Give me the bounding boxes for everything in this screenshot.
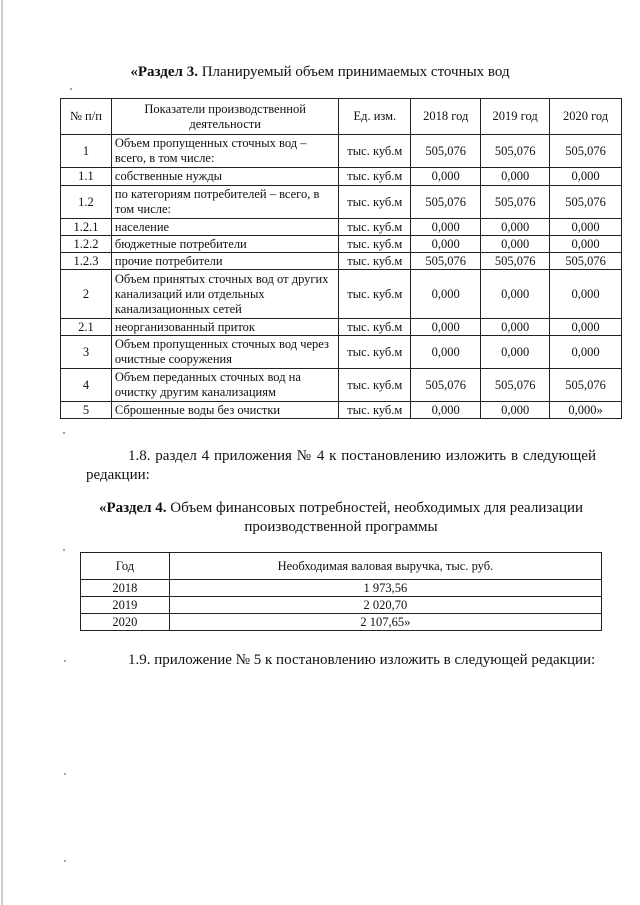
- header-revenue: Необходимая валовая выручка, тыс. руб.: [169, 553, 601, 580]
- row-unit: тыс. куб.м: [339, 319, 411, 336]
- section-4-title-text: Объем финансовых потребностей, необходимых для реализации производственной программы: [166, 500, 584, 535]
- row-2018: 0,000: [411, 219, 481, 236]
- table-row: [61, 186, 622, 219]
- row-2019: 505,076: [481, 369, 550, 402]
- row-num: 1.2.3: [61, 253, 112, 270]
- row-2019: 0,000: [481, 336, 550, 369]
- row-2018: 0,000: [411, 236, 481, 253]
- table-row: [61, 369, 622, 402]
- row-name: Объем пропущенных сточных вод через очистные сооружения: [111, 336, 338, 369]
- section-3-title: [0, 64, 640, 81]
- header-2019: 2019 год: [481, 99, 550, 135]
- row-2018: 0,000: [411, 402, 481, 419]
- row-2020: 505,076: [550, 186, 622, 219]
- row-2020: 0,000: [550, 270, 622, 319]
- row-2020: 505,076: [550, 135, 622, 168]
- row-2020: 0,000: [550, 168, 622, 186]
- row-2018: 505,076: [411, 369, 481, 402]
- row-2019: 0,000: [481, 402, 550, 419]
- row-2018: 0,000: [411, 319, 481, 336]
- row-name: прочие потребители: [111, 253, 338, 270]
- section-3-title-text: Планируемый объем принимаемых сточных вод: [197, 64, 510, 80]
- row-unit: тыс. куб.м: [339, 369, 411, 402]
- row-unit: тыс. куб.м: [339, 219, 411, 236]
- row-num: 2.1: [61, 319, 112, 336]
- row-2020: 0,000: [550, 336, 622, 369]
- row-2018: 0,000: [411, 168, 481, 186]
- table-row: [81, 580, 602, 597]
- row-2019: 0,000: [481, 319, 550, 336]
- row-2020: 505,076: [550, 253, 622, 270]
- row-num: 1.2.2: [61, 236, 112, 253]
- row-unit: тыс. куб.м: [339, 186, 411, 219]
- row-name: Сброшенные воды без очистки: [111, 402, 338, 419]
- header-year: Год: [81, 553, 170, 580]
- table-row: [61, 336, 622, 369]
- table-row: [61, 135, 622, 168]
- section-4-title: [86, 499, 596, 537]
- row-name: бюджетные потребители: [111, 236, 338, 253]
- scan-speck: [63, 549, 65, 551]
- table-row: [61, 219, 622, 236]
- row-unit: тыс. куб.м: [339, 402, 411, 419]
- row-2020: 505,076: [550, 369, 622, 402]
- row-2019: 0,000: [481, 168, 550, 186]
- scan-speck: [64, 773, 66, 775]
- row-name: Объем переданных сточных вод на очистку другим канализациям: [111, 369, 338, 402]
- row-revenue: 2 107,65»: [169, 614, 601, 631]
- header-num: № п/п: [61, 99, 112, 135]
- table-row: [61, 253, 622, 270]
- row-2018: 505,076: [411, 135, 481, 168]
- row-unit: тыс. куб.м: [339, 253, 411, 270]
- row-unit: тыс. куб.м: [339, 236, 411, 253]
- row-2019: 505,076: [481, 186, 550, 219]
- paragraph-1-8-text: 1.8. раздел 4 приложения № 4 к постановлению изложить в следующей редакции:: [86, 448, 596, 483]
- row-2018: 505,076: [411, 186, 481, 219]
- row-year: 2018: [81, 580, 170, 597]
- row-num: 1.1: [61, 168, 112, 186]
- scan-speck: [64, 860, 66, 862]
- row-2020: 0,000: [550, 319, 622, 336]
- row-2020: 0,000»: [550, 402, 622, 419]
- row-year: 2019: [81, 597, 170, 614]
- table-row: [61, 168, 622, 186]
- header-unit: Ед. изм.: [339, 99, 411, 135]
- row-2018: 0,000: [411, 336, 481, 369]
- row-unit: тыс. куб.м: [339, 168, 411, 186]
- row-2019: 0,000: [481, 219, 550, 236]
- row-num: 1.2: [61, 186, 112, 219]
- table-row: [61, 236, 622, 253]
- paragraph-1-9-text: 1.9. приложение № 5 к постановлению изложить в следующей редакции:: [128, 652, 596, 668]
- table-header-row: [81, 553, 602, 580]
- row-name: по категориям потребителей – всего, в том числе:: [111, 186, 338, 219]
- scan-speck: [63, 432, 65, 434]
- row-name: собственные нужды: [111, 168, 338, 186]
- row-2018: 0,000: [411, 270, 481, 319]
- row-name: Объем принятых сточных вод от других канализаций или отдельных канализационных сетей: [111, 270, 338, 319]
- header-2018: 2018 год: [411, 99, 481, 135]
- row-num: 1: [61, 135, 112, 168]
- scan-speck: [64, 660, 66, 662]
- row-year: 2020: [81, 614, 170, 631]
- section-4-prefix: «Раздел 4.: [98, 500, 167, 516]
- row-name: неорганизованный приток: [111, 319, 338, 336]
- table-row: [81, 597, 602, 614]
- row-num: 1.2.1: [61, 219, 112, 236]
- row-2019: 505,076: [481, 135, 550, 168]
- paragraph-1-8: [86, 447, 596, 485]
- table-section-4: [80, 552, 602, 631]
- table-row: [81, 614, 602, 631]
- table-row: [61, 402, 622, 419]
- row-num: 5: [61, 402, 112, 419]
- row-2018: 505,076: [411, 253, 481, 270]
- row-name: Объем пропущенных сточных вод – всего, в том числе:: [111, 135, 338, 168]
- row-unit: тыс. куб.м: [339, 336, 411, 369]
- table-section-3: [60, 98, 622, 419]
- scan-edge: [1, 0, 3, 905]
- header-2020: 2020 год: [550, 99, 622, 135]
- row-num: 2: [61, 270, 112, 319]
- table-row: [61, 319, 622, 336]
- row-2019: 0,000: [481, 270, 550, 319]
- scan-speck: [70, 88, 72, 90]
- row-2020: 0,000: [550, 219, 622, 236]
- row-2019: 0,000: [481, 236, 550, 253]
- table-header-row: [61, 99, 622, 135]
- row-revenue: 2 020,70: [169, 597, 601, 614]
- header-indicator: Показатели производственной деятельности: [111, 99, 338, 135]
- row-2019: 505,076: [481, 253, 550, 270]
- row-revenue: 1 973,56: [169, 580, 601, 597]
- row-num: 3: [61, 336, 112, 369]
- row-name: население: [111, 219, 338, 236]
- row-2020: 0,000: [550, 236, 622, 253]
- row-unit: тыс. куб.м: [339, 135, 411, 168]
- paragraph-1-9: [86, 651, 596, 670]
- table-row: [61, 270, 622, 319]
- section-3-prefix: «Раздел 3.: [130, 64, 198, 80]
- row-unit: тыс. куб.м: [339, 270, 411, 319]
- row-num: 4: [61, 369, 112, 402]
